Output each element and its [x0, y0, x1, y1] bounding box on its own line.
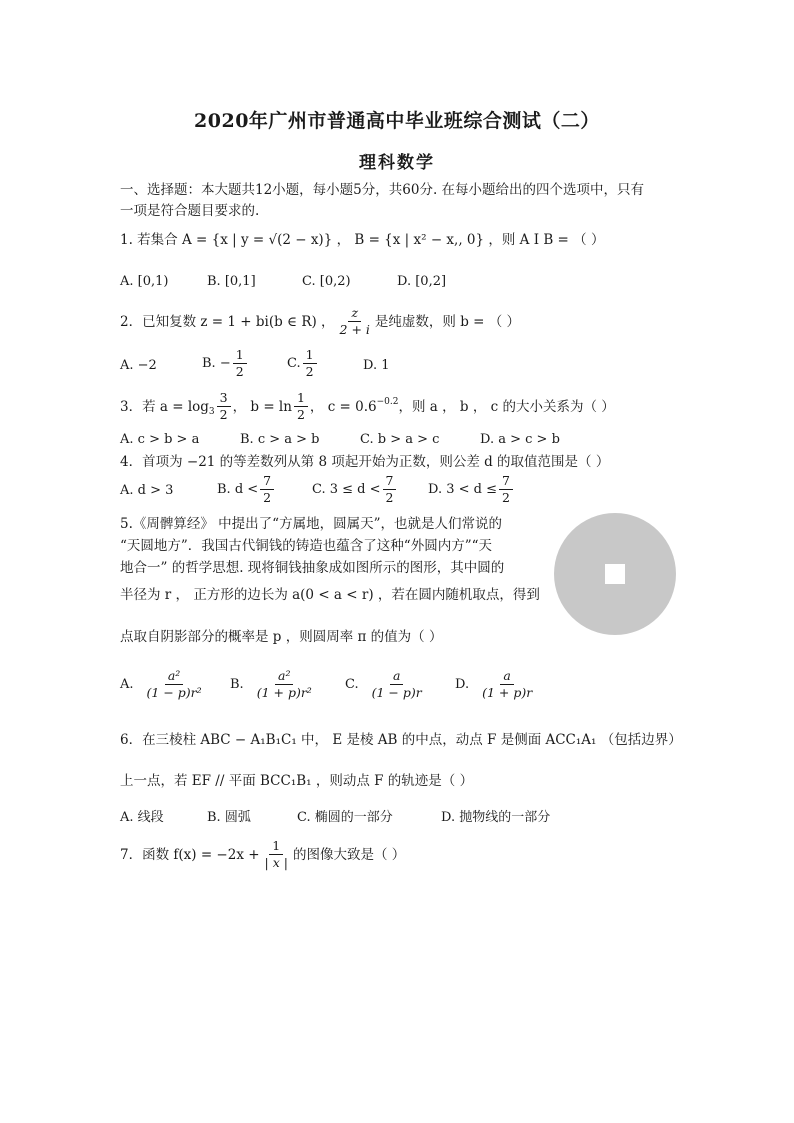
question-2-stem-part1: 2．已知复数 z = 1 + bi(b ∈ R) ， — [120, 313, 335, 330]
question-2-fraction — [337, 305, 373, 338]
question-5-line-3: 地合一” 的哲学思想. 现将铜钱抽象成如图所示的图形，其中圆的 — [120, 560, 505, 576]
question-3-fraction-a — [217, 390, 231, 423]
question-3-fraction-a-numerator: 3 — [217, 390, 231, 407]
question-5-option-a-label: A. — [120, 677, 134, 692]
question-7-stem-part2: 的图像大致是（ ） — [292, 846, 406, 863]
question-5-option-c-fraction — [369, 668, 425, 701]
question-1-option-a: A. [0,1) — [120, 274, 169, 289]
question-2-option-b — [202, 347, 249, 380]
question-5-option-c-label: C. — [345, 677, 359, 692]
question-4-option-b-numerator: 7 — [260, 473, 274, 490]
page-title: 2020年广州市普通高中毕业班综合测试（二） — [194, 110, 600, 132]
question-3-exponent: −0.2 — [376, 396, 399, 407]
question-6-option-c: C. 椭圆的一部分 — [297, 810, 393, 825]
question-2-option-c-numerator: 1 — [303, 347, 317, 364]
question-3-option-b: B. c > a > b — [240, 432, 320, 447]
question-5-option-b-numerator: a² — [275, 668, 293, 685]
question-3-fraction-b-denominator: 2 — [296, 407, 305, 422]
question-5-option-d — [455, 668, 537, 701]
question-2-stem — [120, 305, 520, 338]
question-4-option-c-label: C. 3 ≤ d < — [312, 482, 381, 497]
question-1-stem: 1. 若集合 A = {x | y = √(2 − x)} ， B = {x | x² − x,, 0} ，则 A I B = （ ） — [120, 232, 605, 248]
question-5-option-b-label: B. — [230, 677, 244, 692]
question-5-option-d-denominator: (1 + p)r — [482, 685, 533, 700]
question-7-fraction-denominator: | x | — [264, 855, 288, 870]
question-4-option-b — [217, 473, 276, 506]
question-5-option-d-numerator: a — [500, 668, 513, 685]
question-4-option-c-numerator: 7 — [383, 473, 397, 490]
question-3-option-d: D. a > c > b — [480, 432, 560, 447]
question-2-option-b-fraction — [233, 347, 247, 380]
question-5-option-a-denominator: (1 − p)r² — [146, 685, 202, 700]
question-4-stem: 4．首项为 −21 的等差数列从第 8 项起开始为正数，则公差 d 的取值范围是（ ） — [120, 454, 610, 470]
question-2-fraction-numerator: z — [348, 305, 361, 322]
question-3-option-c: C. b > a > c — [360, 432, 440, 447]
question-2-option-c-denominator: 2 — [305, 364, 314, 379]
section-instructions-line1: 一、选择题：本大题共12小题，每小题5分，共60分. 在每小题给出的四个选项中，只有 — [120, 182, 645, 198]
question-3-stem-part4: ，则 a ， b ， c 的大小关系为（ ） — [398, 398, 615, 415]
question-2-option-b-label: B. − — [202, 356, 231, 371]
question-4-option-d-fraction — [499, 473, 513, 506]
question-4-option-d-label: D. 3 < d ≤ — [428, 482, 497, 497]
question-3-option-a: A. c > b > a — [120, 432, 200, 447]
question-4-option-d-denominator: 2 — [502, 490, 510, 505]
question-2-option-b-numerator: 1 — [233, 347, 247, 364]
question-4-option-b-denominator: 2 — [263, 490, 272, 505]
question-2-option-d: D. 1 — [363, 358, 390, 373]
question-3-fraction-a-denominator: 2 — [219, 407, 228, 422]
question-4-option-a: A. d > 3 — [120, 483, 174, 498]
question-5-option-d-label: D. — [455, 677, 470, 692]
coin-figure — [553, 512, 677, 636]
question-6-line-1: 6．在三棱柱 ABC − A₁B₁C₁ 中， E 是棱 AB 的中点，动点 F 是侧面 ACC₁A₁ （包括边界） — [120, 732, 682, 748]
question-1-option-d: D. [0,2] — [397, 274, 447, 289]
question-3-log-base: 3 — [208, 406, 215, 417]
question-4-option-c — [312, 473, 398, 506]
question-4-option-b-fraction — [260, 473, 274, 506]
question-5-option-a — [120, 668, 207, 701]
question-5-line-1: 5.《周髀算经》 中提出了“方属地，圆属天”，也就是人们常说的 — [120, 516, 502, 532]
question-4-option-d-numerator: 7 — [499, 473, 513, 490]
question-2-option-a: A. −2 — [120, 358, 157, 373]
question-6-option-a: A. 线段 — [120, 810, 164, 825]
question-7-stem-part1: 7．函数 f(x) = −2x + — [120, 846, 260, 863]
question-6-option-b: B. 圆弧 — [207, 810, 251, 825]
question-3-stem-part1: 3．若 a = log — [120, 398, 209, 415]
question-5-option-b-denominator: (1 + p)r² — [256, 685, 312, 700]
question-6-line-2: 上一点，若 EF // 平面 BCC₁B₁ ，则动点 F 的轨迹是（ ） — [120, 773, 474, 789]
section-instructions-line2: 一项是符合题目要求的. — [120, 203, 260, 219]
question-5-option-a-numerator: a² — [165, 668, 183, 685]
question-3-stem-part2: ， b = ln — [232, 398, 292, 415]
page-subtitle: 理科数学 — [359, 153, 435, 173]
question-4-option-c-denominator: 2 — [385, 490, 394, 505]
question-7-fraction — [262, 838, 291, 871]
question-4-option-c-fraction — [383, 473, 397, 506]
question-5-option-a-fraction — [144, 668, 205, 701]
question-2-option-c — [287, 347, 319, 380]
question-5-line-4: 半径为 r ， 正方形的边长为 a(0 < a < r) ，若在圆内随机取点，得到 — [120, 587, 540, 603]
question-5-option-d-fraction — [479, 668, 535, 701]
question-2-option-c-label: C. — [287, 356, 301, 371]
question-1-option-b: B. [0,1] — [207, 274, 256, 289]
question-7-stem — [120, 838, 405, 871]
question-3-fraction-b — [294, 390, 308, 423]
question-5-option-b — [230, 668, 317, 701]
question-5-line-5: 点取自阴影部分的概率是 p ，则圆周率 π 的值为（ ） — [120, 629, 443, 645]
question-5-option-b-fraction — [254, 668, 315, 701]
question-6-option-d: D. 抛物线的一部分 — [441, 810, 551, 825]
question-5-line-2: “天圆地方”．我国古代铜钱的铸造也蕴含了这种“外圆内方”“天 — [120, 538, 493, 554]
question-4-option-b-label: B. d < — [217, 482, 259, 497]
question-4-option-d — [428, 473, 515, 506]
question-5-option-c-numerator: a — [390, 668, 403, 685]
question-2-fraction-denominator: 2 + i — [339, 322, 370, 337]
question-2-option-b-denominator: 2 — [235, 364, 244, 379]
coin-square-hole — [605, 564, 625, 584]
question-2-stem-part2: 是纯虚数，则 b = （ ） — [374, 313, 521, 330]
question-1-option-c: C. [0,2) — [302, 274, 351, 289]
question-3-stem-part3: ， c = 0.6 — [309, 398, 377, 415]
question-5-option-c — [345, 668, 427, 701]
question-5-option-c-denominator: (1 − p)r — [371, 685, 422, 700]
question-3-fraction-b-numerator: 1 — [294, 390, 308, 407]
question-3-stem — [120, 390, 615, 423]
question-2-option-c-fraction — [303, 347, 317, 380]
question-7-fraction-numerator: 1 — [269, 838, 283, 855]
